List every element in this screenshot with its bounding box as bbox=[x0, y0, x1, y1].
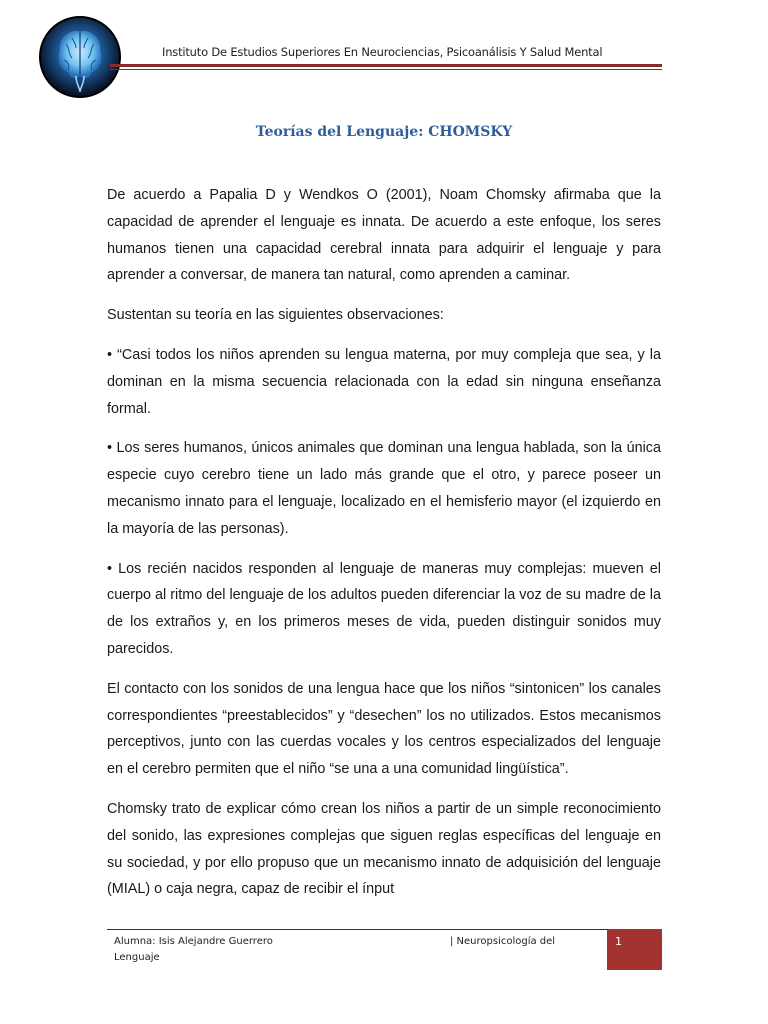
brain-logo-icon bbox=[38, 14, 122, 100]
footer-course: | Neuropsicología del bbox=[450, 936, 556, 947]
header-divider bbox=[110, 64, 662, 67]
paragraph: El contacto con los sonidos de una lengua hace que los niños “sintonicen” los canales correspondientes “preestablecidos” y “desechen” los no utilizados. Estos mecanismos perceptivos, junto con las cuerdas vocales y los centros especializados del lenguaje en el cerebro permiten que el niño “se una a una comunidad lingüística”. bbox=[107, 680, 661, 778]
document-title: Teorías del Lenguaje: CHOMSKY bbox=[255, 124, 513, 140]
footer-author-name: Alumna: Isis Alejandre Guerrero bbox=[114, 936, 273, 947]
footer-author-continuation: Lenguaje bbox=[114, 952, 160, 963]
document-body bbox=[107, 182, 661, 903]
bullet-paragraph: • Los seres humanos, únicos animales que dominan una lengua hablada, son la única especie cuyo cerebro tiene un lado más grande que el otro, y parece poseer un mecanismo innato para el lenguaje, localizado en el hemisferio mayor (el izquierdo en la mayoría de las personas). bbox=[107, 440, 661, 537]
page-number: 1 bbox=[615, 935, 622, 948]
bullet-paragraph: • “Casi todos los niños aprenden su lengua materna, por muy compleja que sea, y la dominan en la misma secuencia relacionada con la edad sin ninguna enseñanza formal. bbox=[107, 346, 661, 417]
paragraph: Chomsky trato de explicar cómo crean los niños a partir de un simple reconocimiento del sonido, las expresiones complejas que siguen reglas específicas del lenguaje en su sociedad, y por ello propuso que un mecanismo innato de adquisición del lenguaje (MIAL) o caja negra, capaz de recibir el ínput bbox=[107, 800, 661, 898]
institution-name: Instituto De Estudios Superiores En Neurociencias, Psicoanálisis Y Salud Mental bbox=[162, 45, 603, 59]
footer-divider bbox=[107, 929, 607, 930]
header-divider-thin bbox=[110, 69, 662, 70]
footer-author bbox=[114, 934, 314, 966]
bullet-paragraph: • Los recién nacidos responden al lenguaje de maneras muy complejas: mueven el cuerpo al ritmo del lenguaje de los adultos pueden diferenciar la voz de su madre de la de los extraños y, en los primeros meses de vida, pueden distinguir sonidos muy parecidos. bbox=[107, 560, 661, 657]
paragraph: Sustentan su teoría en las siguientes observaciones: bbox=[107, 307, 444, 324]
paragraph: De acuerdo a Papalia D y Wendkos O (2001), Noam Chomsky afirmaba que la capacidad de aprender el lenguaje es innata. De acuerdo a este enfoque, los seres humanos tienen una capacidad cerebral innata para adquirir el lenguaje y para aprender a conversar, de manera tan natural, como aprenden a caminar. bbox=[107, 187, 661, 284]
page-number-box bbox=[607, 929, 662, 970]
